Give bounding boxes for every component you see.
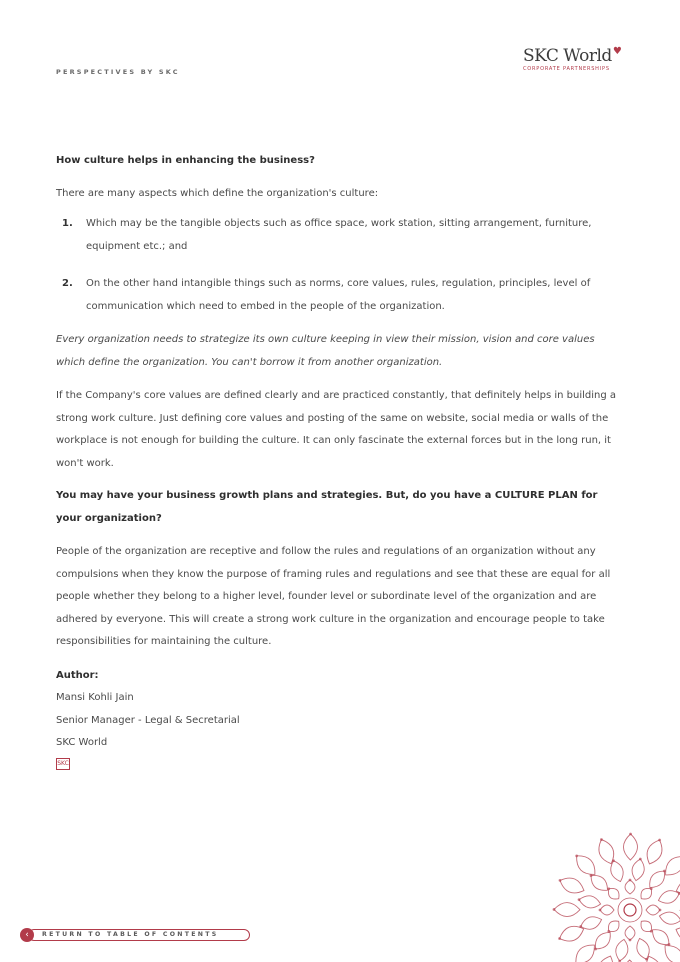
mandala-icon xyxy=(532,818,680,962)
mandala-petal xyxy=(629,833,632,836)
mandala-petal xyxy=(659,912,680,924)
mandala-petal xyxy=(553,908,556,911)
article-body xyxy=(56,150,624,770)
mandala-petal xyxy=(575,854,578,857)
mandala-petal xyxy=(646,905,660,915)
body-paragraph: People of the organization are receptive and follow the rules and regulations of an organization without any compulsions when they know the purpose of framing rules and regulations and see that these are equal for all people whether they belong to a higher level, founder level or subordinate level of the organization and are adhered by everyone. This will create a strong work culture in the organization and encourage people to take responsibilities for maintaining the culture. xyxy=(56,546,611,647)
mandala-petal xyxy=(637,938,649,959)
mandala-petal xyxy=(558,937,561,940)
mandala-petal xyxy=(591,875,607,890)
list-item xyxy=(56,213,624,258)
mandala-petal xyxy=(608,888,619,899)
list-item xyxy=(56,273,624,318)
italic-note: Every organization needs to strategize its own culture keeping in view their mission, vision and core values which define the organization. You can't borrow it from another organization. xyxy=(56,334,595,368)
body-paragraph: If the Company's core values are defined clearly and are practiced constantly, that definitely helps in building a strong work culture. Just defining core values and posting of the same on website, social media or walls of the workplace is not enough for building the culture. It can only fascinate the external forces but in the long run, it won't work. xyxy=(56,390,617,469)
arrow-left-icon[interactable]: ‹ xyxy=(20,928,34,942)
list-number: 1. xyxy=(62,218,73,229)
list-text: Which may be the tangible objects such as office space, work station, sitting arrangement, furniture, equipment etc.; and xyxy=(86,218,592,252)
mandala-petal xyxy=(665,946,680,962)
list-number: 2. xyxy=(62,278,73,289)
mandala-petal xyxy=(618,898,642,922)
author-name: Mansi Kohli Jain xyxy=(56,692,134,703)
mandala-petal xyxy=(652,930,668,945)
logo-name: SKC World xyxy=(523,46,612,66)
mandala-petal xyxy=(646,956,661,962)
mandala-petal xyxy=(676,879,680,894)
mandala-petal xyxy=(625,926,635,940)
mandala-petal xyxy=(658,891,679,903)
intro-paragraph: There are many aspects which define the organization's culture: xyxy=(56,187,379,199)
logo-tagline: CORPORATE PARTNERSHIPS xyxy=(523,66,610,72)
mandala-petal xyxy=(616,939,628,961)
mandala-petal xyxy=(581,917,602,929)
mandala-petal xyxy=(560,926,584,941)
mandala-petal xyxy=(632,859,644,881)
mandala-petal xyxy=(629,939,632,942)
mandala-petal xyxy=(577,856,595,875)
mandala-petal xyxy=(639,858,642,861)
mandala-petal xyxy=(641,888,652,899)
mandala-petal xyxy=(623,834,637,860)
mandala-petal xyxy=(658,839,661,842)
mandala-petal xyxy=(600,905,614,915)
mandala-petal xyxy=(625,880,635,894)
list-text: On the other hand intangible things such as norms, core values, rules, regulation, principles, level of communication which need to embed in the people of the organization. xyxy=(86,278,591,312)
mandala-petal xyxy=(559,879,562,882)
mandala-petal xyxy=(576,945,595,962)
mini-logo: SKC xyxy=(56,758,70,770)
mandala-decoration xyxy=(532,818,680,962)
mandala-petal xyxy=(659,909,662,912)
author-title: Senior Manager - Legal & Secretarial xyxy=(56,714,240,726)
heart-icon: ♥ xyxy=(612,46,622,57)
author-company: SKC World xyxy=(56,737,108,748)
author-label: Author: xyxy=(56,669,99,681)
mandala-petal xyxy=(666,857,680,875)
mandala-petal xyxy=(650,871,665,887)
mandala-petal xyxy=(599,909,602,912)
mandala-petal xyxy=(611,861,623,882)
mandala-petal xyxy=(647,840,662,864)
skc-world-logo xyxy=(523,46,633,72)
mandala-petal xyxy=(579,896,601,908)
mandala-petal xyxy=(595,932,610,948)
mandala-petal xyxy=(629,879,632,882)
mandala-petal xyxy=(560,878,584,893)
mandala-petal xyxy=(641,921,652,932)
section-heading: How culture helps in enhancing the business? xyxy=(56,155,315,166)
author-block xyxy=(56,665,624,770)
mandala-petal xyxy=(676,927,680,942)
mandala-petal xyxy=(598,956,613,962)
mandala-petal xyxy=(578,898,581,901)
section-label: PERSPECTIVES BY SKC xyxy=(56,68,180,76)
mandala-petal xyxy=(600,838,603,841)
mandala-petal xyxy=(599,840,614,864)
question-heading: You may have your business growth plans and strategies. But, do you have a CULTURE PLAN for your organization? xyxy=(56,490,598,524)
mandala-petal xyxy=(554,903,580,917)
footer-link-label[interactable]: RETURN TO TABLE OF CONTENTS xyxy=(42,931,219,938)
mandala-petal xyxy=(624,904,636,916)
mandala-petal xyxy=(608,921,619,932)
